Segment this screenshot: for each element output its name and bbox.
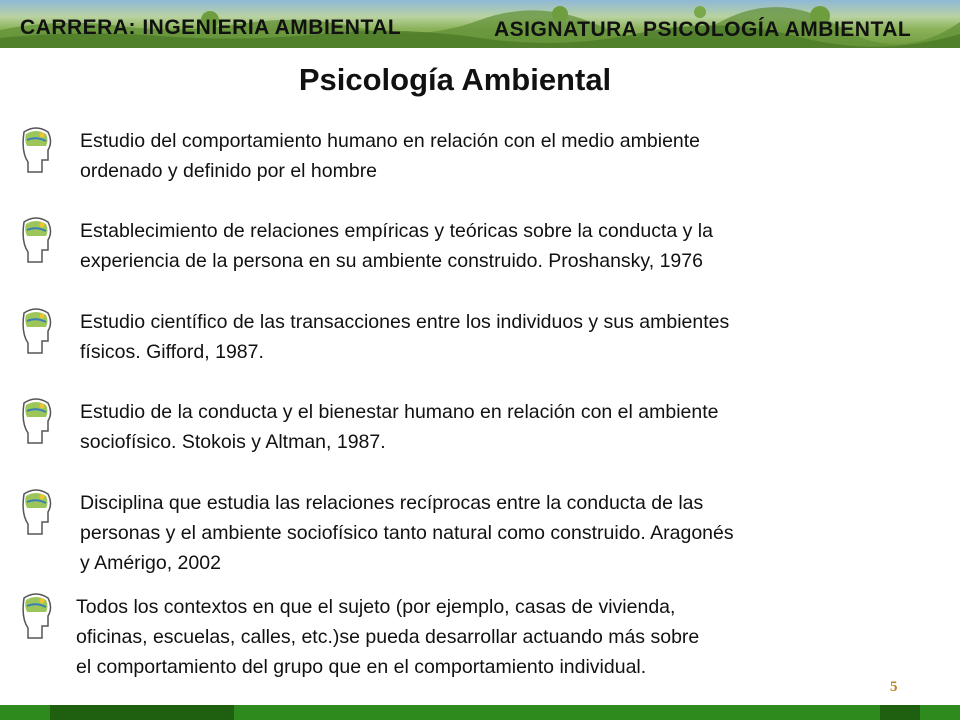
text-line: personas y el ambiente sociofísico tanto natural como construido. Aragonés	[80, 522, 734, 544]
text-line: oficinas, escuelas, calles, etc.)se pueda desarrollar actuando más sobre	[76, 626, 700, 648]
slide-title: Psicología Ambiental	[298, 62, 612, 97]
definition-text	[80, 397, 938, 457]
footer-bar-segment	[880, 705, 920, 720]
footer-bar	[0, 705, 960, 720]
definition-text	[80, 307, 938, 367]
text-line: Todos los contextos en que el sujeto (por ejemplo, casas de vivienda,	[76, 596, 676, 618]
human-head-landscape-icon	[18, 488, 54, 538]
human-head-landscape-icon	[18, 307, 54, 357]
human-head-landscape-icon	[18, 592, 54, 642]
text-line: Disciplina que estudia las relaciones recíprocas entre la conducta de las	[80, 492, 704, 514]
header-banner	[0, 0, 960, 48]
subject-header: ASIGNATURA PSICOLOGÍA AMBIENTAL	[494, 18, 912, 41]
text-line: Estudio científico de las transacciones entre los individuos y sus ambientes	[80, 311, 730, 333]
career-header: CARRERA: INGENIERIA AMBIENTAL	[20, 16, 402, 39]
footer-bar-segment	[50, 705, 234, 720]
text-line: Estudio de la conducta y el bienestar humano en relación con el ambiente	[80, 401, 719, 423]
text-line: y Amérigo, 2002	[80, 552, 221, 574]
definition-text	[80, 126, 938, 186]
text-line: el comportamiento del grupo que en el comportamiento individual.	[76, 656, 647, 678]
text-line: Establecimiento de relaciones empíricas y teóricas sobre la conducta y la	[80, 220, 713, 242]
definition-text	[76, 592, 896, 682]
text-line: sociofísico. Stokois y Altman, 1987.	[80, 431, 386, 453]
human-head-landscape-icon	[18, 397, 54, 447]
page-number: 5	[890, 679, 898, 695]
definition-text	[80, 488, 938, 578]
text-line: Estudio del comportamiento humano en relación con el medio ambiente	[80, 130, 701, 152]
text-line: físicos. Gifford, 1987.	[80, 341, 264, 363]
human-head-landscape-icon	[18, 126, 54, 176]
definition-text	[80, 216, 938, 276]
text-line: experiencia de la persona en su ambiente construido. Proshansky, 1976	[80, 250, 703, 272]
human-head-landscape-icon	[18, 216, 54, 266]
text-line: ordenado y definido por el hombre	[80, 160, 378, 182]
